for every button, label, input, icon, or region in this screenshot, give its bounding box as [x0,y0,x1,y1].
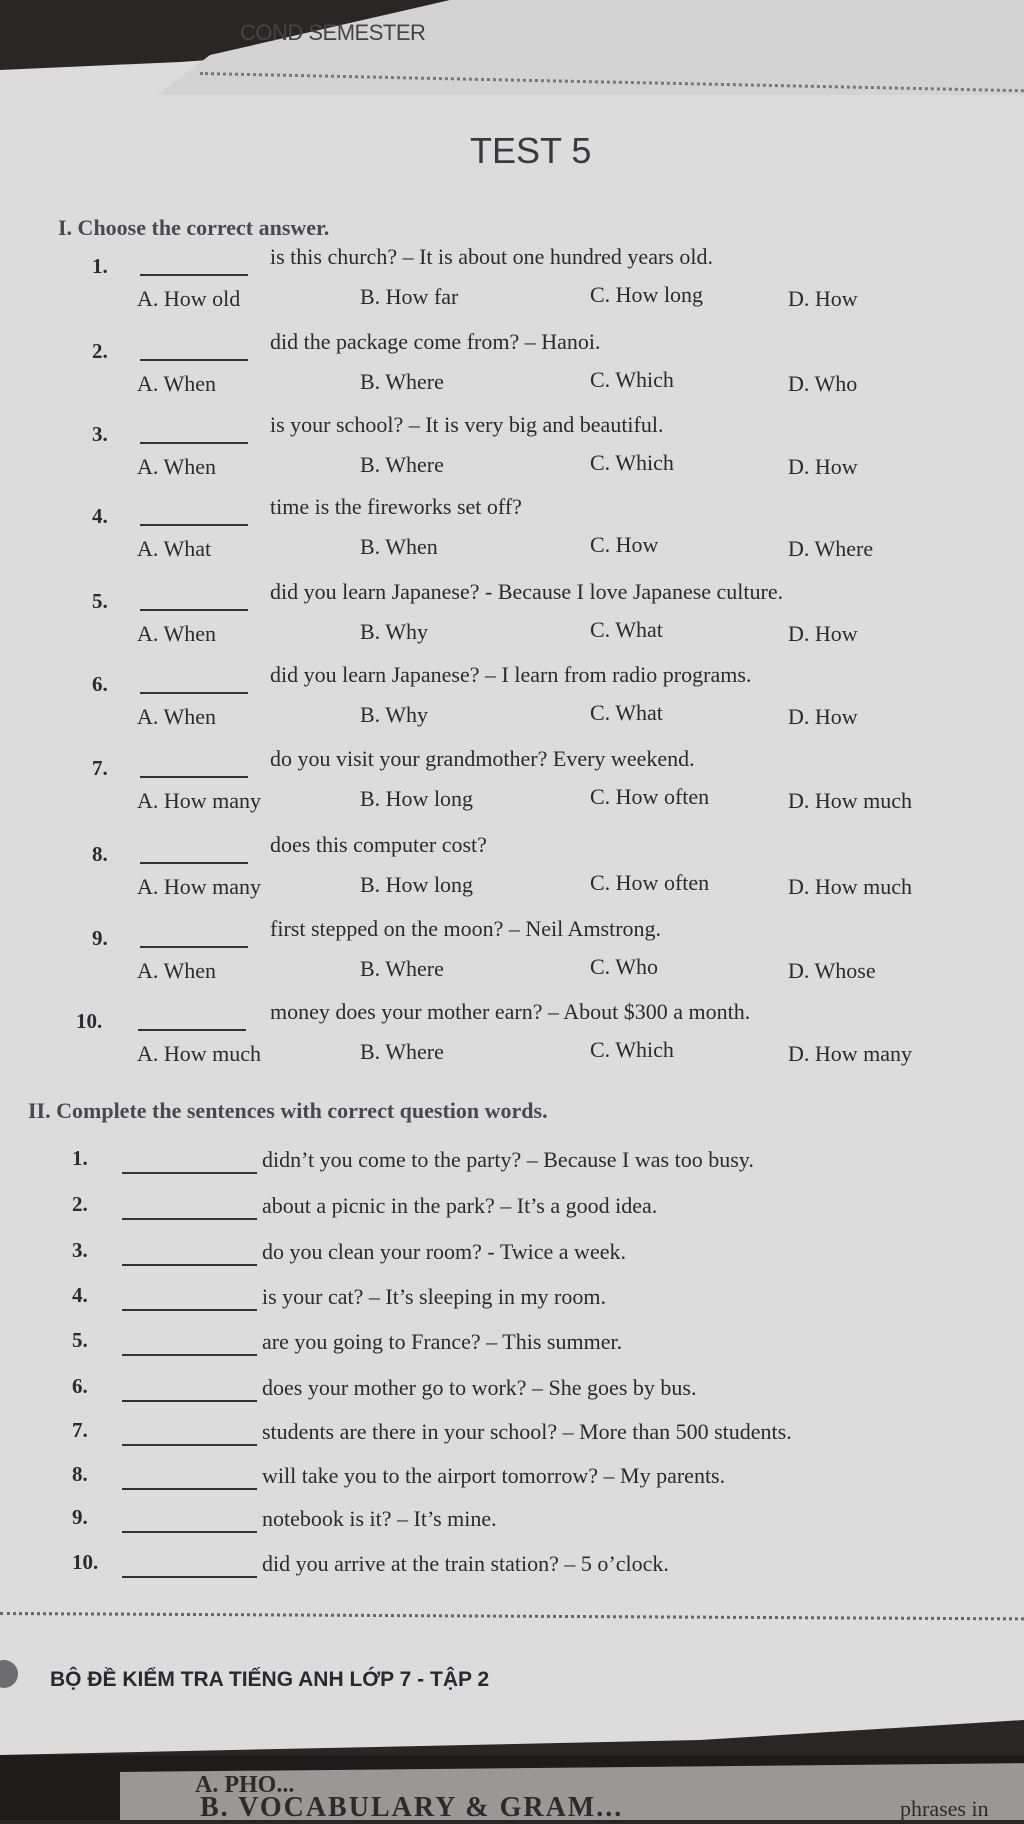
question-number: 10. [72,1550,99,1574]
option-a: A. What [137,536,212,561]
option-b: B. How long [360,786,474,811]
question-text: time is the fireworks set off? [270,494,522,519]
question-text: notebook is it? – It’s mine. [262,1506,497,1531]
answer-blank [122,1218,257,1220]
question-text: first stepped on the moon? – Neil Amstrong. [270,916,662,941]
question-text: do you visit your grandmother? Every weekend. [270,746,695,771]
option-b: B. Why [360,619,429,644]
option-c: C. Which [590,450,674,475]
question-number: 7. [92,756,108,780]
question-number: 3. [92,422,108,446]
question-number: 1. [92,254,108,278]
answer-blank [122,1172,257,1174]
question-number: 2. [72,1192,88,1216]
answer-blank [138,1029,246,1031]
question-number: 8. [92,842,108,866]
question-text: did the package come from? – Hanoi. [270,329,601,354]
option-d: D. How much [788,788,913,813]
answer-blank [140,359,248,361]
option-a: A. When [137,704,217,729]
option-a: A. How much [137,1041,262,1066]
section2-heading: II. Complete the sentences with correct question words. [28,1098,548,1123]
option-a: A. How many [137,788,262,813]
answer-blank [122,1444,257,1446]
option-b: B. When [360,534,438,559]
option-a: A. When [137,621,217,646]
option-d: D. How much [788,874,913,899]
section1-heading: I. Choose the correct answer. [58,215,330,240]
question-text: did you learn Japanese? – I learn from radio programs. [270,662,752,687]
answer-blank [122,1531,257,1533]
option-a: A. When [137,958,217,983]
question-text: is this church? – It is about one hundred years old. [270,244,713,269]
question-text: does this computer cost? [270,832,487,857]
book-title-footer: BỘ ĐỀ KIỂM TRA TIẾNG ANH LỚP 7 - TẬP 2 [50,1668,490,1691]
next-page-line3: phrases in [900,1796,989,1821]
option-d: D. Who [788,371,858,396]
option-a: A. When [137,371,217,396]
question-text: does your mother go to work? – She goes by bus. [262,1375,697,1400]
answer-blank [140,862,248,864]
option-a: A. How old [137,286,241,311]
answer-blank [122,1354,257,1356]
question-number: 8. [72,1462,88,1486]
semester-label: COND SEMESTER [240,20,426,45]
option-a: A. How many [137,874,262,899]
answer-blank [122,1488,257,1490]
answer-blank [140,776,248,778]
option-b: B. Where [360,452,444,477]
question-number: 5. [72,1328,88,1352]
answer-blank [140,524,248,526]
answer-blank [122,1264,257,1266]
option-d: D. How many [788,1041,913,1066]
answer-blank [122,1576,257,1578]
question-text: are you going to France? – This summer. [262,1329,623,1354]
answer-blank [122,1400,257,1402]
option-c: C. Which [590,367,674,392]
option-d: D. How [788,621,858,646]
option-c: C. Who [590,954,659,979]
question-text: did you learn Japanese? - Because I love Japanese culture. [270,579,784,604]
question-text: didn’t you come to the party? – Because I was too busy. [262,1147,754,1172]
test-title: TEST 5 [470,130,592,171]
option-b: B. Where [360,1039,444,1064]
next-page-line2: B. VOCABULARY & GRAM... [200,1792,624,1823]
question-text: students are there in your school? – More than 500 students. [262,1419,792,1444]
question-number: 6. [92,672,108,696]
question-text: did you arrive at the train station? – 5 o’clock. [262,1551,669,1576]
answer-blank [140,692,248,694]
option-d: D. How [788,454,858,479]
question-number: 9. [92,926,108,950]
question-number: 4. [92,504,108,528]
question-text: is your school? – It is very big and beautiful. [270,412,664,437]
question-text: do you clean your room? - Twice a week. [262,1239,626,1264]
option-b: B. Why [360,702,429,727]
option-d: D. Where [788,536,874,561]
option-b: B. Where [360,369,444,394]
option-c: C. How often [590,784,710,809]
question-number: 4. [72,1283,88,1307]
option-c: C. How [590,532,659,557]
question-text: about a picnic in the park? – It’s a good idea. [262,1193,658,1218]
answer-blank [140,442,248,444]
answer-blank [140,609,248,611]
option-a: A. When [137,454,217,479]
option-c: C. Which [590,1037,674,1062]
option-b: B. How far [360,284,459,309]
question-number: 5. [92,589,108,613]
question-number: 2. [92,339,108,363]
option-c: C. What [590,617,663,642]
question-number: 10. [76,1009,103,1033]
question-text: will take you to the airport tomorrow? – My parents. [262,1463,726,1488]
next-page-line1: A. PHO... [195,1772,295,1798]
question-number: 9. [72,1505,88,1529]
option-c: C. How often [590,870,710,895]
question-text: money does your mother earn? – About $300 a month. [270,999,751,1024]
question-number: 3. [72,1238,88,1262]
option-b: B. Where [360,956,444,981]
option-c: C. How long [590,282,704,307]
answer-blank [140,274,248,276]
question-number: 1. [72,1146,88,1170]
question-text: is your cat? – It’s sleeping in my room. [262,1284,606,1309]
option-d: D. Whose [788,958,876,983]
answer-blank [140,946,248,948]
option-d: D. How [788,286,858,311]
option-b: B. How long [360,872,474,897]
question-number: 6. [72,1374,88,1398]
answer-blank [122,1309,257,1311]
option-c: C. What [590,700,663,725]
question-number: 7. [72,1418,88,1442]
option-d: D. How [788,704,858,729]
